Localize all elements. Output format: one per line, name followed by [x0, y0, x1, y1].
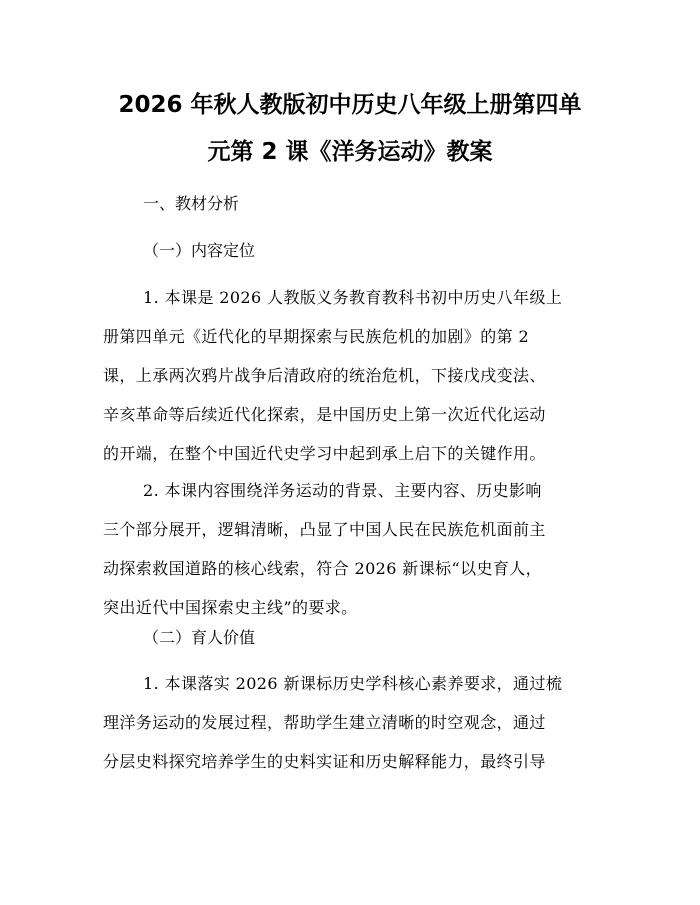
paragraph-line: 1. 本课落实 2026 新课标历史学科核心素养要求，通过梳	[143, 674, 563, 693]
paragraph-line: 动探索救国道路的核心线索，符合 2026 新课标“以史育人，	[103, 559, 543, 578]
paragraph-line: 理洋务运动的发展过程，帮助学生建立清晰的时空观念，通过	[103, 713, 546, 732]
paragraph-line: 课，上承两次鸦片战争后清政府的统治危机，下接戊戌变法、	[103, 366, 546, 385]
subsection-heading-educational-value: （二）育人价值	[143, 628, 256, 647]
paragraph-educational-value-1	[103, 672, 600, 789]
paragraph-line: 的开端，在整个中国近代史学习中起到承上启下的关键作用。	[103, 444, 546, 463]
paragraph-content-positioning-2	[103, 479, 600, 635]
paragraph-line: 册第四单元《近代化的早期探索与民族危机的加剧》的第 2	[103, 327, 530, 346]
section-heading-teaching-material-analysis: 一、教材分析	[143, 194, 240, 213]
paragraph-content-positioning-1	[103, 286, 600, 481]
paragraph-line: 三个部分展开，逻辑清晰，凸显了中国人民在民族危机面前主	[103, 520, 546, 539]
paragraph-line: 1. 本课是 2026 人教版义务教育教科书初中历史八年级上	[143, 288, 563, 307]
subsection-heading-content-positioning: （一）内容定位	[143, 241, 256, 260]
paragraph-line: 突出近代中国探索史主线”的要求。	[103, 598, 358, 617]
paragraph-line: 辛亥革命等后续近代化探索，是中国历史上第一次近代化运动	[103, 405, 546, 424]
document-title-line-2: 元第 2 课《洋务运动》教案	[207, 139, 493, 165]
paragraph-line: 分层史料探究培养学生的史料实证和历史解释能力，最终引导	[103, 752, 546, 771]
document-title-line-1: 2026 年秋人教版初中历史八年级上册第四单	[118, 92, 582, 118]
paragraph-line: 2. 本课内容围绕洋务运动的背景、主要内容、历史影响	[143, 481, 542, 500]
